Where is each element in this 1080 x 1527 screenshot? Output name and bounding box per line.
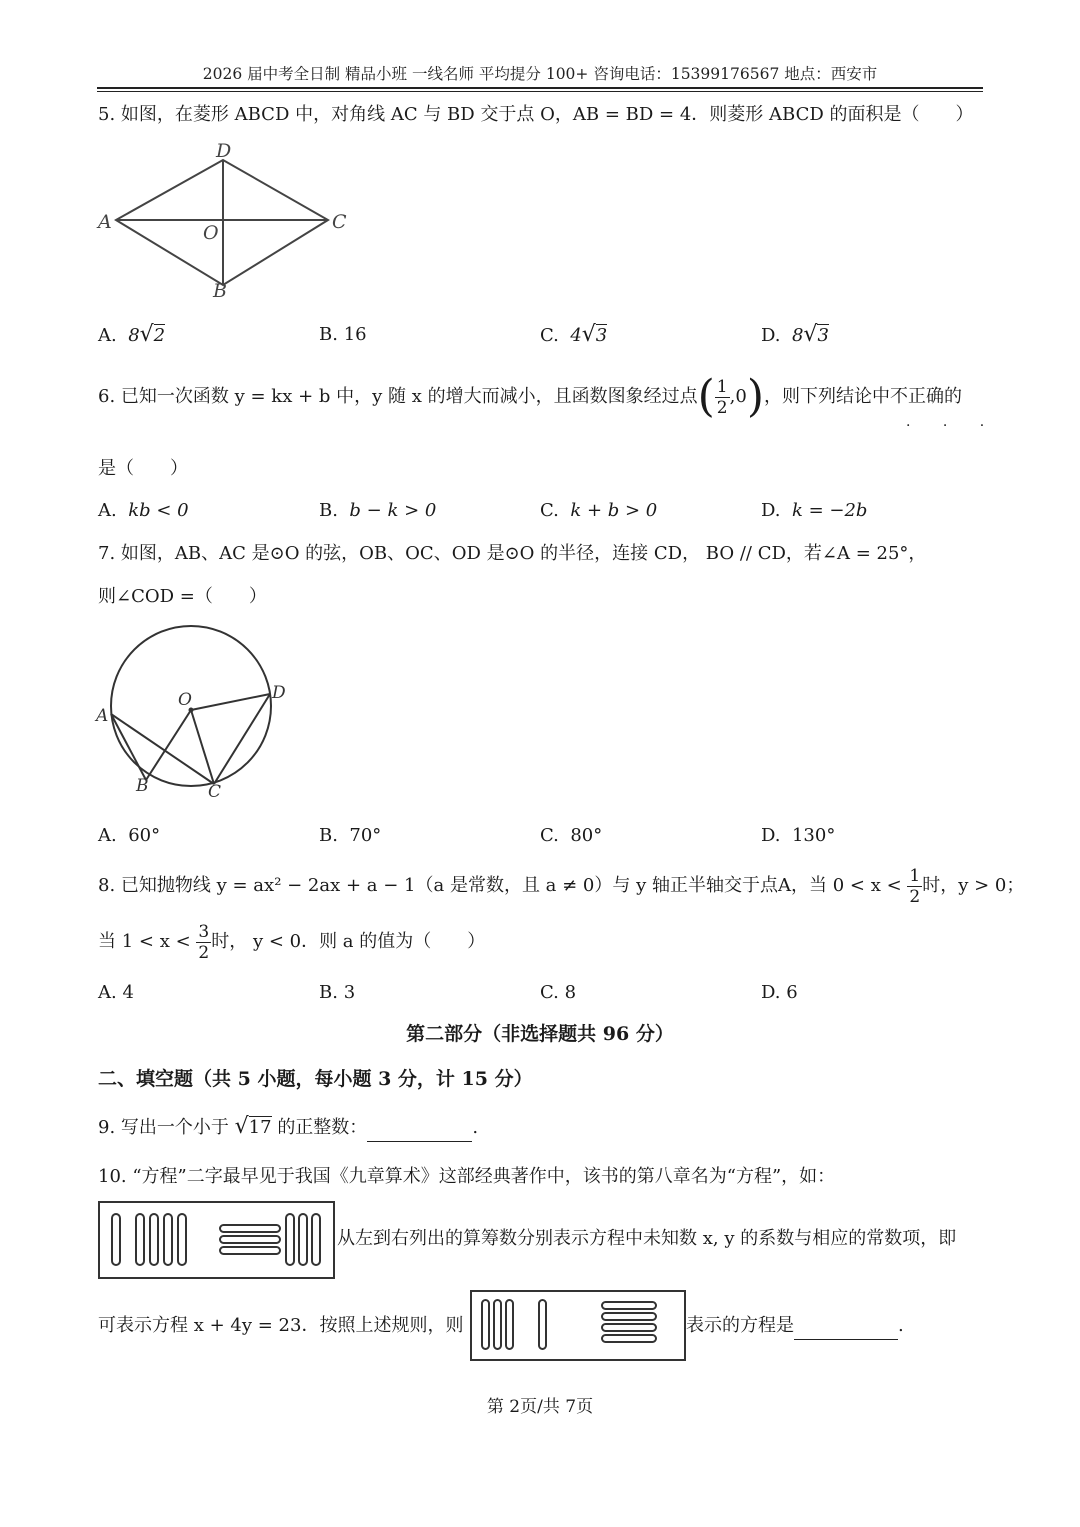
- q5-option-a-rad: 2: [153, 325, 166, 346]
- chord-ab: [111, 714, 146, 780]
- q6-stem-b: ，则下列结论中不正确的: [763, 386, 962, 407]
- q8-frac1-num: 1: [909, 865, 921, 886]
- rod-vertical: [286, 1214, 294, 1265]
- q6-option-b: [319, 500, 436, 521]
- rod-horizontal: [220, 1247, 280, 1254]
- q8-option-d: [761, 982, 798, 1003]
- q6-option-c-key: C.: [540, 500, 559, 521]
- q6-option-d: [761, 500, 867, 521]
- q8-stem-c: 当 1 < x <: [98, 931, 191, 952]
- q9-line: [98, 1114, 478, 1142]
- q7-option-b-key: B.: [319, 825, 338, 846]
- label-o: O: [203, 222, 219, 244]
- rod-vertical: [150, 1214, 158, 1265]
- q8-option-c-key: C.: [540, 982, 559, 1003]
- sqrt-sign: √: [803, 322, 818, 347]
- rod-horizontal: [602, 1313, 656, 1320]
- q8-option-a-text: 4: [122, 982, 134, 1003]
- q6-option-b-key: B.: [319, 500, 338, 521]
- q6-stem-c: 是（ ）: [98, 458, 188, 479]
- rod-horizontal: [220, 1236, 280, 1243]
- rod-horizontal: [220, 1225, 280, 1232]
- q6-option-d-key: D.: [761, 500, 781, 521]
- q5-option-c: [540, 322, 607, 347]
- rod-vertical: [506, 1300, 513, 1349]
- q8-fraction-1: [907, 866, 922, 907]
- q10-answer-blank: [794, 1313, 898, 1340]
- rod-horizontal: [602, 1324, 656, 1331]
- q8-option-c-text: 8: [564, 982, 577, 1003]
- q10-end: .: [898, 1315, 904, 1336]
- q7-stem-a: 7. 如图，AB、AC 是⊙O 的弦，OB、OC、OD 是⊙O 的半径，连接 CD， BO // CD，若∠A = 25°，: [98, 543, 927, 564]
- q5-option-b: [319, 324, 367, 345]
- q8-option-a: [98, 982, 134, 1003]
- q8-option-c: [540, 982, 576, 1003]
- q5-option-d-coef: 8: [791, 325, 804, 346]
- q6-stem-a: 6. 已知一次函数 y = kx + b 中，y 随 x 的增大而减小，且函数图象经过点: [98, 386, 698, 407]
- rod-vertical: [299, 1214, 307, 1265]
- rod-vertical: [494, 1300, 501, 1349]
- radius-od: [191, 694, 270, 710]
- label-a: A: [96, 706, 109, 726]
- q8-option-b: [319, 982, 355, 1003]
- sqrt-sign: √: [139, 322, 154, 347]
- q5-option-c-coef: 4: [570, 325, 582, 346]
- q7-option-b-text: 70°: [349, 825, 382, 846]
- label-a: A: [98, 211, 112, 233]
- q10-line2: 从左到右列出的算筹数分别表示方程中未知数 x, y 的系数与相应的常数项，即: [337, 1228, 957, 1249]
- rod-vertical: [136, 1214, 144, 1265]
- q5-option-b-key: B.: [319, 324, 338, 345]
- header-rule-thin: [97, 91, 983, 92]
- q10-line3-post-text: 表示的方程是: [686, 1315, 794, 1336]
- rod-vertical: [112, 1214, 120, 1265]
- counting-rods-example: [98, 1201, 335, 1279]
- q7-option-d-key: D.: [761, 825, 781, 846]
- q8-frac2-den: 2: [198, 942, 210, 963]
- q5-stem: 5. 如图，在菱形 ABCD 中，对角线 AC 与 BD 交于点 O，AB = BD = 4．则菱形 ABCD 的面积是（ ）: [98, 104, 974, 125]
- q8-option-b-text: 3: [343, 982, 356, 1003]
- part2-title: 第二部分（非选择题共 96 分）: [406, 1023, 674, 1045]
- page-header: 2026 届中考全日制 精品小班 一线名师 平均提分 100+ 咨询电话：15399176567 地点：西安市: [202, 65, 878, 83]
- header-rule-thick: [97, 87, 983, 89]
- q6-stem-line1: [98, 368, 962, 426]
- q9-post: 的正整数：: [277, 1117, 368, 1138]
- q8-option-d-text: 6: [786, 982, 798, 1003]
- q6-option-c: [540, 500, 657, 521]
- label-d: D: [272, 683, 286, 703]
- q10-line3-post: [686, 1313, 904, 1340]
- chord-ac: [111, 714, 214, 784]
- q6-option-c-text: k + b > 0: [570, 500, 658, 521]
- q7-option-d-text: 130°: [791, 825, 836, 846]
- radius-ob: [146, 710, 191, 780]
- q7-option-c-text: 80°: [570, 825, 603, 846]
- rod-vertical: [539, 1300, 546, 1349]
- counting-rods-question: [470, 1290, 686, 1361]
- q6-option-a-key: A.: [98, 500, 117, 521]
- q6-point-num: 1: [716, 376, 728, 397]
- q7-option-d: [761, 825, 835, 846]
- paren-close: ): [746, 371, 764, 422]
- q6-option-b-text: b − k > 0: [349, 500, 437, 521]
- label-c: C: [208, 782, 222, 802]
- radius-oc: [191, 710, 214, 784]
- q6-option-a: [98, 500, 189, 521]
- sqrt-sign: √: [581, 322, 596, 347]
- q5-option-d-rad: 3: [817, 325, 829, 346]
- circle-figure: [94, 622, 304, 807]
- q5-option-c-rad: 3: [595, 325, 608, 346]
- q5-option-b-text: 16: [343, 324, 367, 345]
- q10-line3-pre: 可表示方程 x + 4y = 23．按照上述规则，则: [98, 1315, 464, 1336]
- q7-option-b: [319, 825, 381, 846]
- q7-option-a-text: 60°: [128, 825, 161, 846]
- section-title: 二、填空题（共 5 小题，每小题 3 分，计 15 分）: [98, 1068, 533, 1090]
- rod-vertical: [164, 1214, 172, 1265]
- q5-option-a-key: A.: [98, 325, 117, 346]
- label-c: C: [332, 211, 347, 233]
- q7-option-c: [540, 825, 602, 846]
- rod-horizontal: [602, 1335, 656, 1342]
- q7-option-c-key: C.: [540, 825, 559, 846]
- q6-option-d-text: k = −2b: [791, 500, 868, 521]
- q8-stem-d: 时， y < 0．则 a 的值为（ ）: [211, 931, 486, 952]
- label-o: O: [178, 690, 192, 710]
- page-footer: 第 2页/共 7页: [486, 1397, 594, 1417]
- q8-fraction-2: [196, 922, 211, 963]
- q8-option-d-key: D.: [761, 982, 781, 1003]
- label-b: B: [136, 776, 149, 796]
- label-b: B: [213, 280, 227, 302]
- q5-option-d: [761, 322, 829, 347]
- sqrt-sign: √: [234, 1114, 249, 1139]
- q8-frac2-num: 3: [198, 921, 210, 942]
- q5-option-d-key: D.: [761, 325, 781, 346]
- rod-vertical: [312, 1214, 320, 1265]
- q7-option-a-key: A.: [98, 825, 117, 846]
- q9-rad: 17: [248, 1117, 272, 1138]
- q9-answer-blank: [367, 1115, 472, 1142]
- q6-point-fraction: [715, 377, 730, 418]
- label-d: D: [216, 140, 232, 162]
- q8-stem-line1: [98, 858, 1024, 914]
- q8-option-a-key: A.: [98, 982, 117, 1003]
- rod-vertical: [178, 1214, 186, 1265]
- q6-option-a-text: kb < 0: [128, 500, 189, 521]
- q8-frac1-den: 2: [909, 886, 921, 907]
- rod-vertical: [482, 1300, 489, 1349]
- q5-option-c-key: C.: [540, 325, 559, 346]
- q6-point-rest: ,0: [729, 386, 747, 407]
- q10-line1: 10. “方程”二字最早见于我国《九章算术》这部经典著作中，该书的第八章名为“方程”，如：: [98, 1166, 836, 1187]
- q8-stem-b: 时，y > 0；: [922, 875, 1025, 896]
- rhombus-figure: [96, 140, 356, 305]
- q6-point-den: 2: [716, 397, 728, 418]
- q5-option-a-coef: 8: [128, 325, 140, 346]
- paren-open: (: [697, 371, 715, 422]
- q5-option-a: [98, 322, 165, 347]
- q8-option-b-key: B.: [319, 982, 338, 1003]
- q6-emphasis-dots: · · ·: [906, 418, 999, 434]
- rod-horizontal: [602, 1302, 656, 1309]
- q7-stem-b: 则∠COD =（ ）: [98, 586, 267, 607]
- q9-end: .: [472, 1117, 479, 1138]
- q9-pre: 9. 写出一个小于: [98, 1117, 229, 1138]
- q8-stem-line2: [98, 914, 485, 970]
- segment-cd: [214, 694, 270, 784]
- q8-stem-a: 8. 已知抛物线 y = ax² − 2ax + a − 1（a 是常数，且 a ≠ 0）与 y 轴正半轴交于点A，当 0 < x <: [98, 875, 902, 896]
- q7-option-a: [98, 825, 160, 846]
